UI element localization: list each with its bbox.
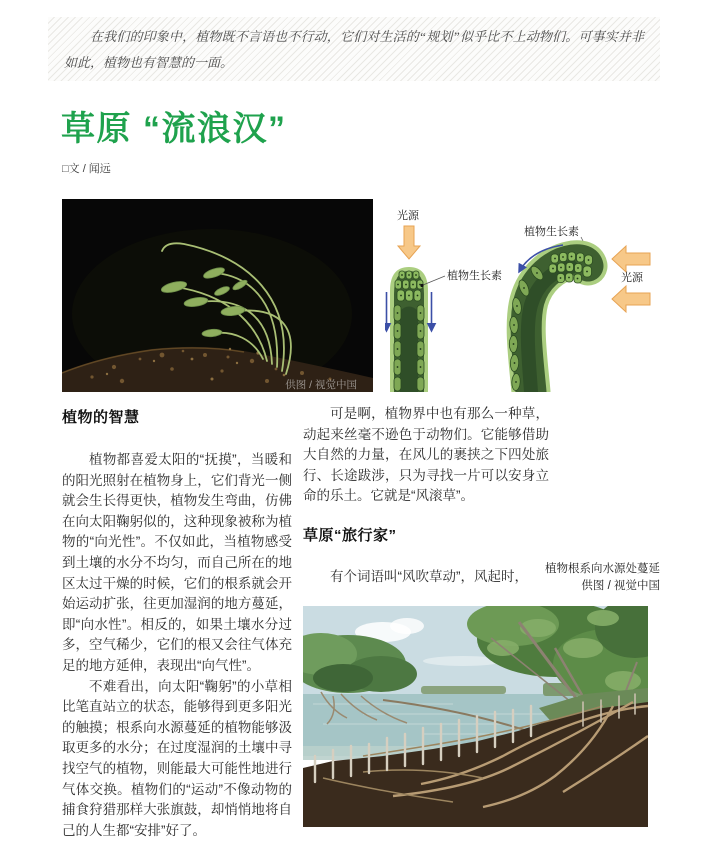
right-light-source-label: 光源 — [621, 272, 643, 284]
auxin-diagram — [385, 199, 700, 392]
article-paragraph: 植物都喜爱太阳的“抚摸”，当暖和的阳光照射在植物身上，它们背光一侧就会生长得更快，植物发生弯曲，仿佛在向太阳鞠躬似的，这种现象被称为植物的“向光性”。不仅如此，当植物感受到土壤的水分不均匀，而自己所在的地区太过干燥的时候，它们的根系就会开始运动扩张，往更加湿润的地方蔓延，即“向水性”。相反的，如果土壤水分过多，空气稀少，它们的根又会往气体充足的地方延伸，表现出“向气性”。 — [62, 452, 292, 673]
left-light-ray-arrow-icon — [398, 226, 420, 259]
section-heading-grassland-traveler: 草原“旅行家” — [303, 526, 397, 544]
illustration-caption-line1: 植物根系向水源处蔓延 — [545, 563, 660, 575]
article-paragraph: 不难看出，向太阳“鞠躬”的小草相比笔直站立的状态，能够得到更多阳光的触摸；根系向水源蔓延的植物能够汲取更多的水分；在过度湿润的土壤中寻找空气的植物，则能最大可能性地进行气体交换。植物们的“运动”不像动物的捕食狩猎那样大张旗鼓，却悄悄地将自己的人生都“安排”好了。 — [62, 678, 292, 838]
article-column-left — [62, 406, 292, 841]
mangrove-illustration-art — [303, 606, 648, 827]
mangrove-illustration — [303, 606, 648, 827]
right-light-ray-arrow-icon — [612, 246, 650, 272]
page-title: 草原 “流浪汉” — [61, 110, 287, 148]
article-paragraph: 可是啊，植物界中也有那么一种草，动起来丝毫不逊色于动物们。它能够借助大自然的力量，在风儿的裹挟之下四处旅行、长途跋涉，只为寻找一片可以安身立命的乐土。它就是“风滚草”。 — [303, 406, 549, 504]
auxin-diagram-art — [385, 199, 700, 392]
illustration-caption-line2: 供图 / 视觉中国 — [581, 580, 660, 592]
left-light-source-label: 光源 — [397, 210, 419, 222]
byline: □文 / 闻远 — [62, 163, 111, 175]
seedling-photo-art — [62, 199, 373, 392]
illustration-caption — [538, 561, 660, 595]
intro-quote-box — [48, 17, 660, 81]
section-heading-plant-wisdom: 植物的智慧 — [62, 409, 140, 426]
seedling-photo — [62, 199, 373, 392]
left-auxin-label: 植物生长素 — [447, 270, 502, 282]
right-auxin-label: 植物生长素 — [524, 226, 579, 238]
photo-watermark: 供图 / 视觉中国 — [285, 379, 357, 391]
right-light-ray-arrow-icon — [612, 286, 650, 312]
article-paragraph: 有个词语叫“风吹草动”，风起时， — [330, 568, 528, 584]
intro-quote-text: 在我们的印象中，植物既不言语也不行动，它们对生活的“规划”似乎比不上动物们。可事实并非如此，植物也有智慧的一面。 — [64, 29, 644, 70]
article-column-right — [303, 404, 549, 588]
